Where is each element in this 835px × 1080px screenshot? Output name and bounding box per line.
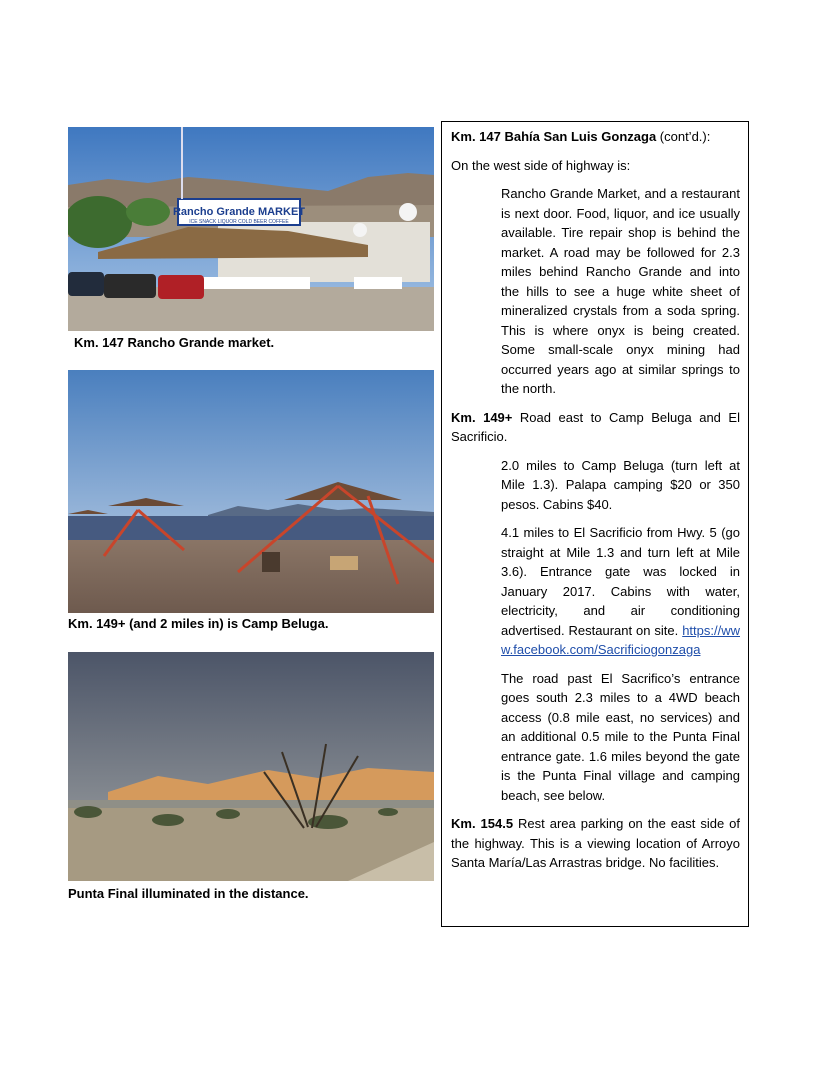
facebook-link[interactable]: https://www.facebook.com/Sacrificiogonzaga: [501, 622, 740, 657]
section-heading: Km. 147 Bahía San Luis Gonzaga (cont’d.):: [451, 129, 711, 144]
km149-paragraph: Km. 149+ Road east to Camp Beluga and El Sacrificio.: [451, 409, 740, 444]
intro-paragraph: On the west side of highway is:: [451, 157, 631, 173]
photo-caption: Km. 147 Rancho Grande market.: [74, 335, 275, 350]
camp-beluga-paragraph: 2.0 miles to Camp Beluga (turn left at Mile 1.3). Palapa camping $20 or 350 pesos. Cabins $40.: [501, 457, 740, 512]
punta-final-road-paragraph: The road past El Sacrifico’s entrance goes south 2.3 miles to a 4WD beach access (0.8 mile east, no services) and an additional 0.5 mile to the Punta Final entrance gate. 1.6 miles beyond the gate is the Punta Final village and camping beach, see below.: [501, 670, 740, 803]
el-sacrificio-paragraph: 4.1 miles to El Sacrificio from Hwy. 5 (go straight at Mile 1.3 and turn left at Mile 3.6). Entrance gate was locked in January 2017. Cabins with water, electricity, and air conditioning advertised. Restaurant on site. https://www.facebook.com/Sacrificiogonzaga: [501, 525, 740, 657]
market-sign-text: Rancho Grande MARKET: [172, 206, 306, 218]
km154-paragraph: Km. 154.5 Rest area parking on the east side of the highway. This is a viewing location of Arroyo Santa María/Las Arrastras bridge. No facilities.: [451, 816, 740, 870]
photo-caption: Km. 149+ (and 2 miles in) is Camp Beluga.: [68, 616, 329, 631]
photo-caption: Punta Final illuminated in the distance.: [68, 886, 309, 901]
km154-label: Km. 154.5: [451, 816, 514, 831]
route-description-box: [441, 121, 749, 927]
km149-label: Km. 149+: [451, 409, 513, 425]
market-sign-subtext: ICE SNACK LIQUOR COLD BEER COFFEE: [189, 219, 289, 225]
punta-final-photo: [68, 652, 434, 881]
km147-label: Km. 147 Bahía San Luis Gonzaga: [451, 129, 657, 144]
camp-beluga-photo: [68, 370, 434, 613]
rancho-grande-photo: [68, 127, 434, 331]
rancho-grande-paragraph: Rancho Grande Market, and a restaurant is next door. Food, liquor, and ice usually available. Tire repair shop is behind the market. A road may be followed for 2.3 miles behind Rancho Grande and into the hills to see a huge white sheet of mineralized crystals from a soda spring. This is where onyx is being created. Some small-scale onyx mining had occurred years ago at similar springs to the north.: [501, 186, 740, 396]
